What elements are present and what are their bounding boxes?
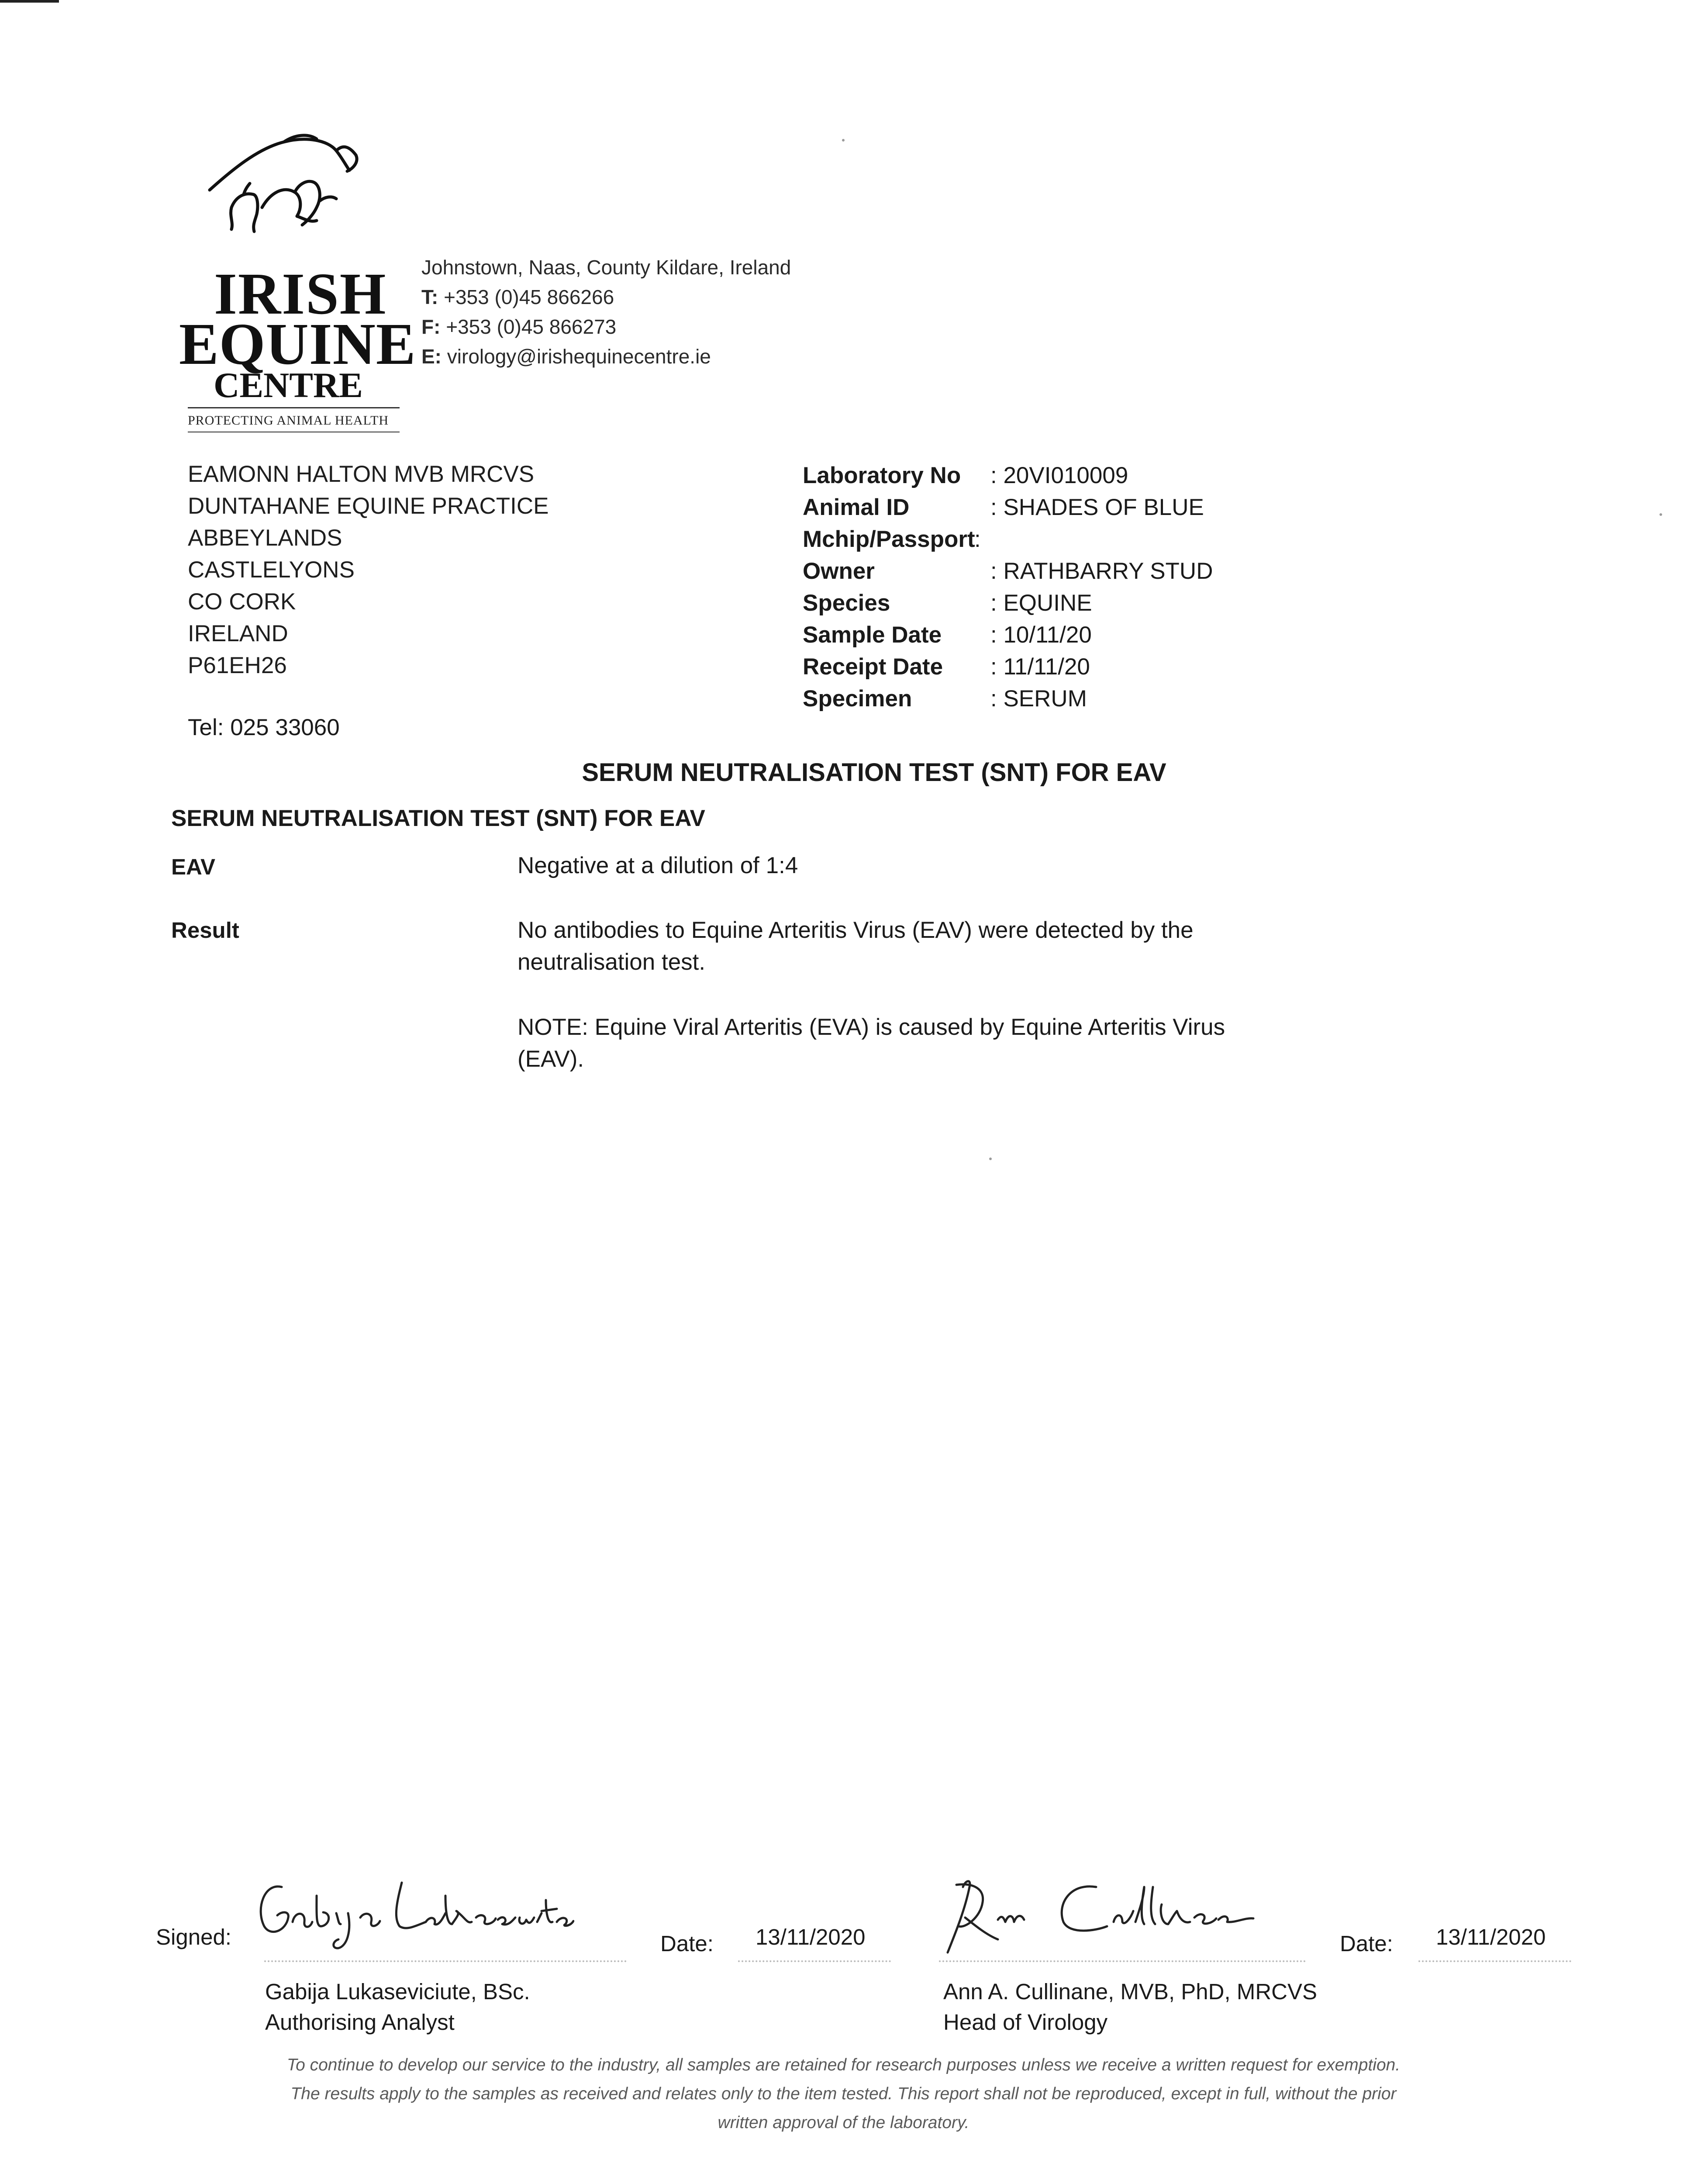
centre-address: Johnstown, Naas, County Kildare, Ireland [421, 256, 791, 279]
signature-line-left [264, 1960, 627, 1962]
report-footer [0, 2051, 1687, 2137]
recipient-line: P61EH26 [188, 653, 287, 678]
date-value-left: 13/11/2020 [756, 1925, 866, 1949]
date-label-left: Date: [660, 1931, 714, 1956]
info-value: : RATHBARRY STUD [990, 558, 1213, 584]
info-value: : SHADES OF BLUE [990, 494, 1204, 520]
info-value: : EQUINE [990, 590, 1092, 616]
analyst-role: Authorising Analyst [265, 2010, 455, 2035]
virologist-role: Head of Virology [943, 2010, 1108, 2035]
date-label-right: Date: [1340, 1931, 1393, 1956]
centre-fax [421, 315, 791, 345]
info-value: : 10/11/20 [990, 622, 1092, 648]
centre-contact-block [421, 256, 791, 374]
info-label: Mchip/Passport [803, 526, 975, 552]
recipient-line: CO CORK [188, 589, 296, 615]
result-label: Result [171, 918, 239, 943]
eav-label: EAV [171, 854, 216, 879]
signed-label: Signed: [156, 1925, 231, 1949]
info-value: : 20VI010009 [990, 463, 1128, 488]
recipient-line: CASTLELYONS [188, 557, 355, 583]
fax-number: +353 (0)45 866273 [446, 315, 617, 338]
horse-logo-icon [205, 131, 371, 258]
recipient-line: ABBEYLANDS [188, 525, 342, 551]
eav-value: Negative at a dilution of 1:4 [517, 853, 798, 878]
head-of-virology-signature [939, 1870, 1297, 1957]
logo-tagline: PROTECTING ANIMAL HEALTH [188, 413, 389, 428]
logo-word-equine: EQUINE [179, 311, 416, 377]
scan-speck [1659, 513, 1662, 516]
date-line-right [1418, 1960, 1571, 1962]
scan-speck [842, 139, 845, 142]
phone-number: +353 (0)45 866266 [444, 286, 614, 308]
info-label: Owner [803, 558, 875, 584]
info-value: : [974, 526, 981, 552]
footer-line: To continue to develop our service to the industry, all samples are retained for research purposes unless we receive a written request for exemption. [286, 2056, 1401, 2074]
signature-line-right [939, 1960, 1306, 1962]
scan-edge-mark [0, 0, 59, 3]
recipient-line: EAMONN HALTON MVB MRCVS [188, 461, 535, 487]
date-value-right: 13/11/2020 [1436, 1925, 1546, 1949]
logo-word-centre: CENTRE [214, 365, 363, 405]
info-label: Laboratory No [803, 463, 961, 488]
footer-line: The results apply to the samples as received and relates only to the item tested. This report shall not be reproduced, except in full, without the prior [290, 2084, 1397, 2103]
section-title: SERUM NEUTRALISATION TEST (SNT) FOR EAV [171, 805, 705, 831]
info-label: Specimen [803, 686, 912, 712]
info-value: : 11/11/20 [990, 654, 1090, 680]
email-label: E: [421, 345, 442, 368]
result-note: NOTE: Equine Viral Arteritis (EVA) is caused by Equine Arteritis Virus (EAV). [517, 1014, 1225, 1072]
recipient-line: DUNTAHANE EQUINE PRACTICE [188, 493, 549, 519]
footer-line: written approval of the laboratory. [718, 2113, 969, 2132]
info-label: Animal ID [803, 494, 910, 520]
irish-equine-centre-logo [179, 131, 416, 437]
logo-word-irish: IRISH [214, 261, 387, 327]
result-text: No antibodies to Equine Arteritis Virus (EAV) were detected by the neutralisation test. [517, 917, 1194, 975]
virologist-name: Ann A. Cullinane, MVB, PhD, MRCVS [943, 1979, 1318, 2004]
analyst-signature [251, 1870, 574, 1952]
date-line-left [738, 1960, 891, 1962]
recipient-line: IRELAND [188, 621, 288, 646]
phone-label: T: [421, 286, 438, 308]
centre-phone [421, 285, 791, 315]
fax-label: F: [421, 315, 441, 338]
info-label: Sample Date [803, 622, 942, 648]
info-label: Receipt Date [803, 654, 943, 680]
analyst-name: Gabija Lukaseviciute, BSc. [265, 1979, 530, 2004]
info-value: : SERUM [990, 686, 1087, 712]
info-label: Species [803, 590, 890, 616]
email-address: virology@irishequinecentre.ie [447, 345, 711, 368]
recipient-tel: Tel: 025 33060 [188, 715, 340, 740]
report-title: SERUM NEUTRALISATION TEST (SNT) FOR EAV [582, 758, 1166, 787]
scan-speck [989, 1158, 992, 1160]
recipient-address [188, 461, 549, 684]
centre-email [421, 345, 791, 374]
logo-divider [188, 407, 400, 408]
